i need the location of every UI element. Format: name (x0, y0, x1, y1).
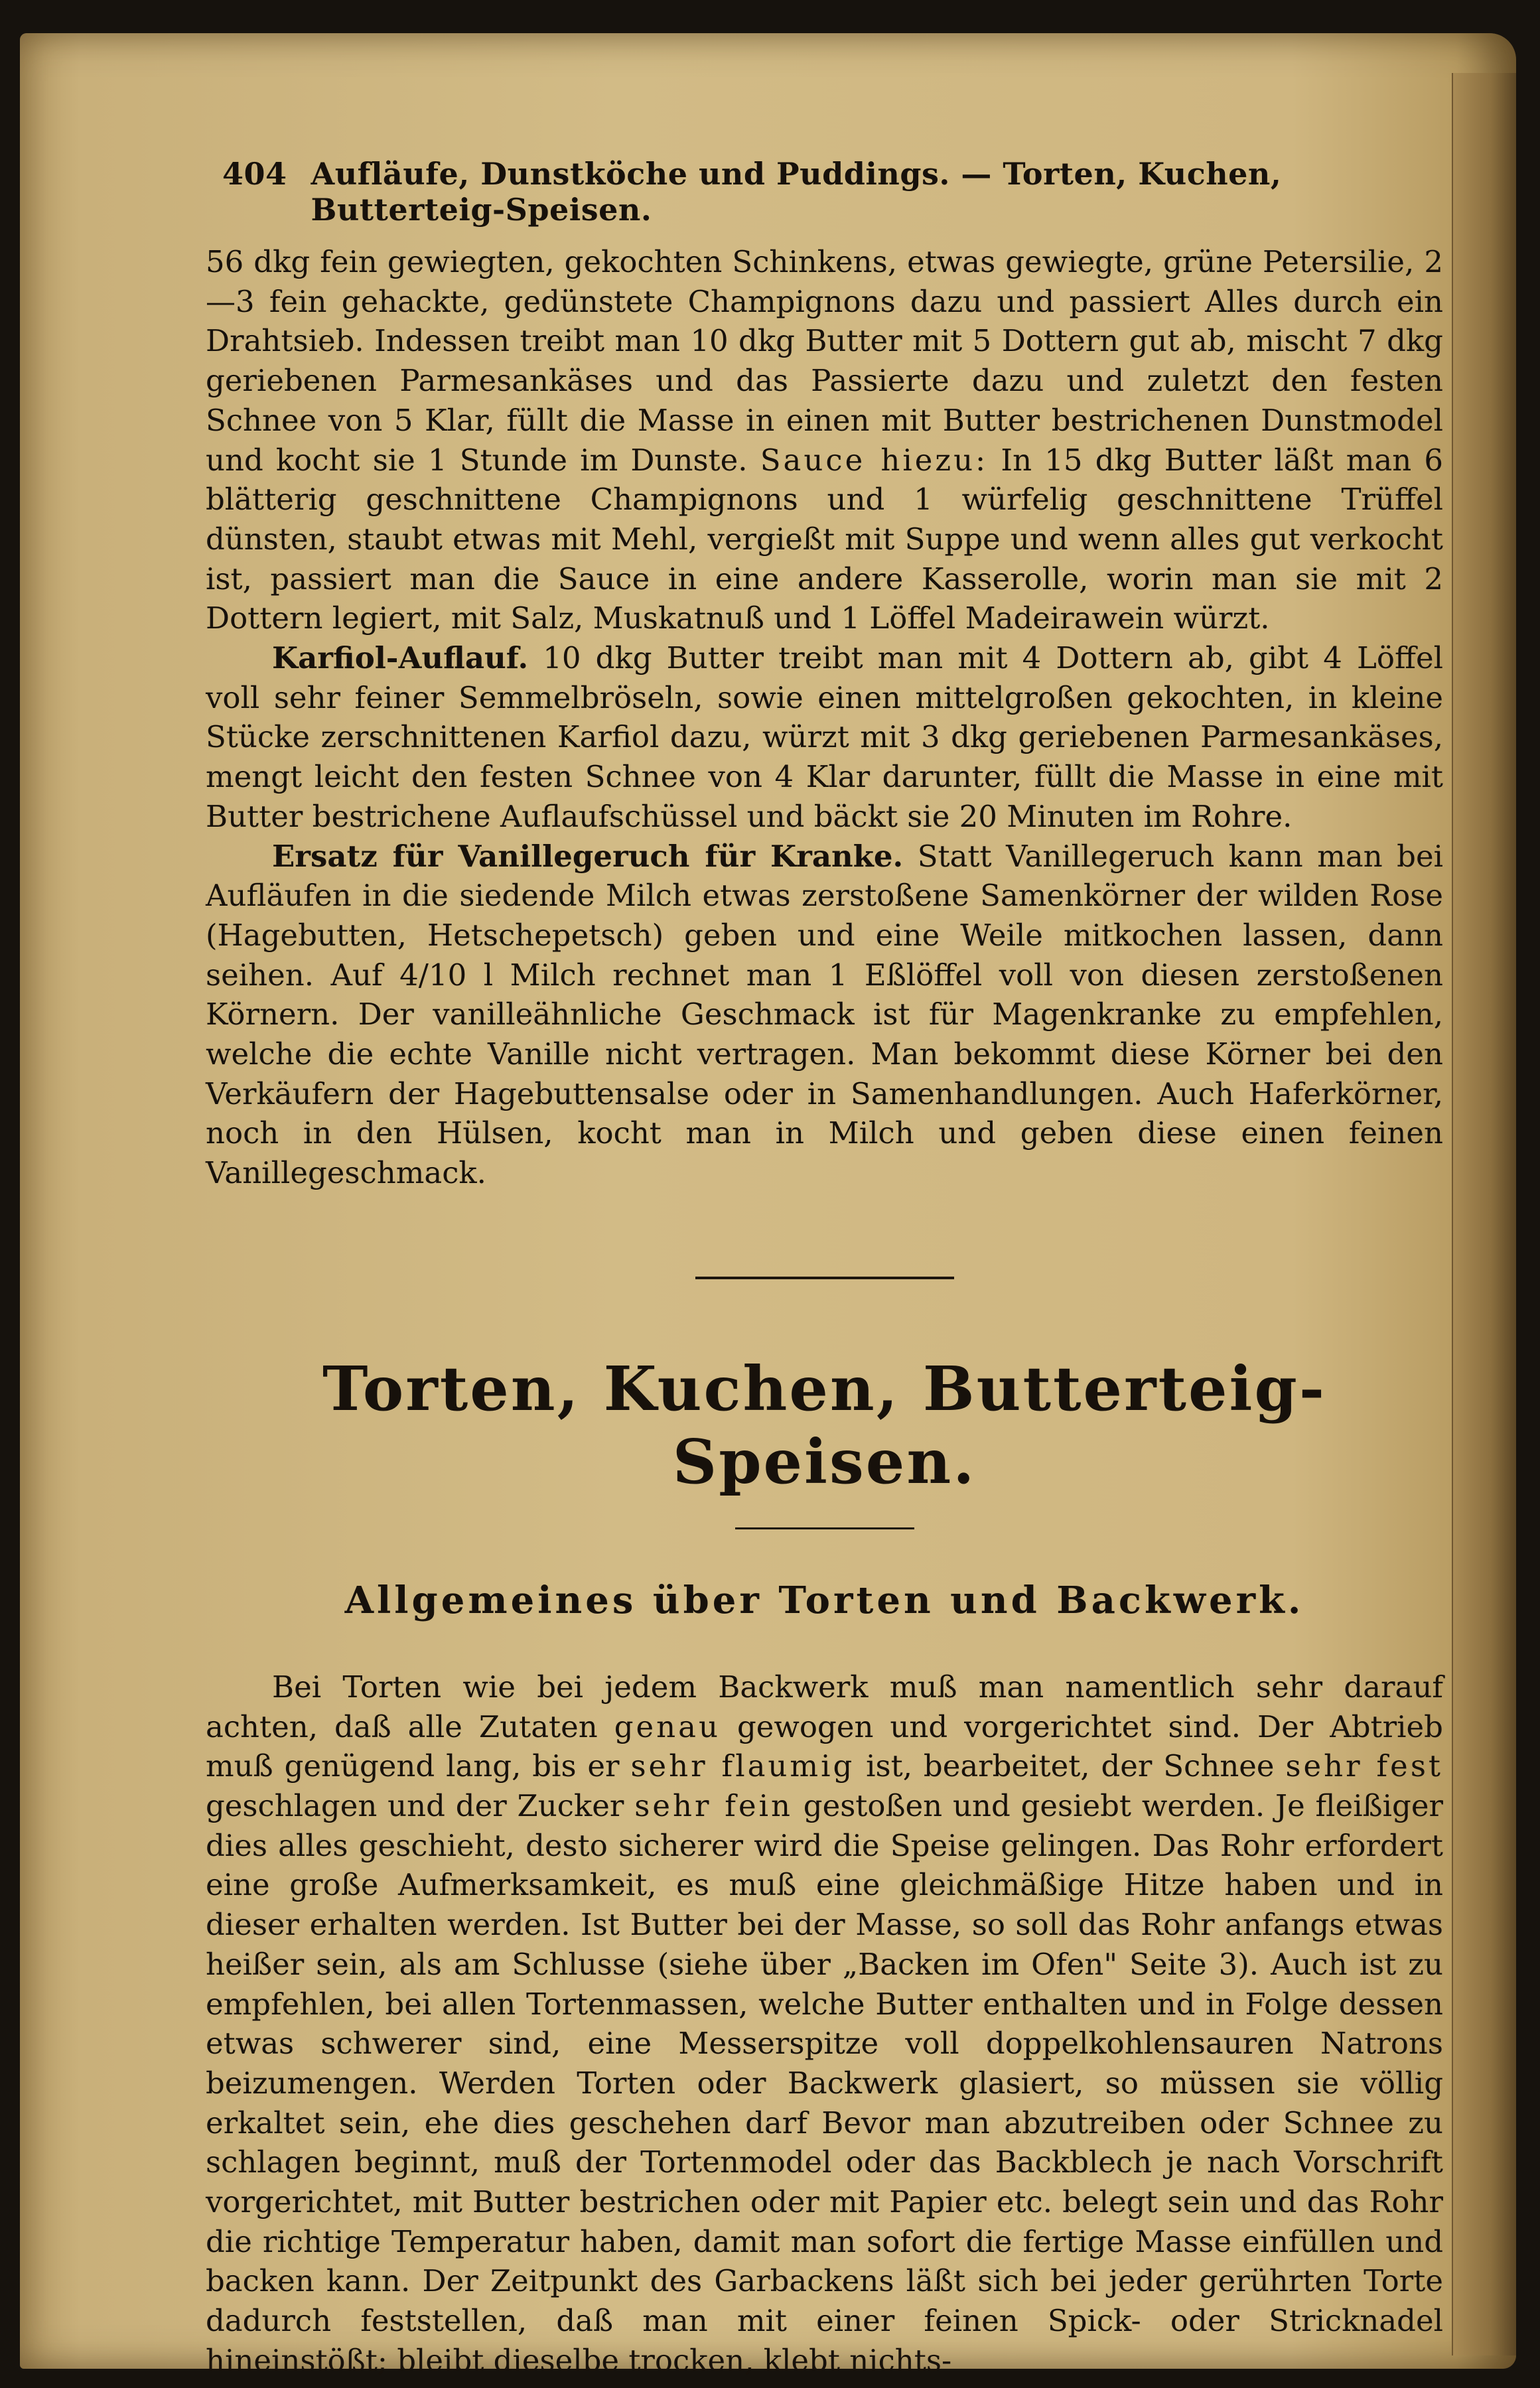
divider-rule (695, 1277, 954, 1279)
paragraph-vanilla-substitute (206, 837, 1443, 1193)
recipe-text: 56 dkg fein gewiegten, gekochten Schinkens, etwas gewiegte, grüne Petersilie, 2—3 fein gehackte, gedünstete Champignons dazu und passiert Alles durch ein Drahtsieb. Indessen treibt man 10 dkg Butter mit 5 Dottern gut ab, mischt 7 dkg geriebenen Parmesankäses und das Passierte dazu und zuletzt den festen Schnee von 5 Klar, füllt die Masse in einen mit Butter bestrichenen Dunstmodel und kocht sie 1 Stunde im Dunste. (206, 244, 1443, 478)
page-edge-shadow (1452, 73, 1516, 2355)
running-head (222, 156, 1443, 228)
recipe-heading: Karfiol-Auflauf. (272, 640, 529, 676)
recipe-heading: Ersatz für Vanillegeruch für Kranke. (272, 838, 904, 874)
emphasis-text: genau (614, 1709, 721, 1744)
paragraph-recipe-continuation (206, 242, 1443, 638)
page-content (206, 156, 1443, 2381)
divider-rule (735, 1527, 914, 1529)
recipe-text: Statt Vanillegeruch kann man bei Aufläufen in die siedende Milch etwas zerstoßene Samenkörner der wilden Rose (Hagebutten, Hetschepetsch) geben und eine Weile mitkochen lassen, dann seihen. Auf 4/10 l Milch rechnet man 1 Eßlöffel voll von diesen zerstoßenen Körnern. Der vanilleähnliche Geschmack ist für Magenkranke zu empfehlen, welche die echte Vanille nicht vertragen. Man bekommt diese Körner bei den Verkäufern der Hagebuttensalse oder in Samenhandlungen. Auch Haferkörner, noch in den Hülsen, kocht man in Milch und geben diese einen feinen Vanillegeschmack. (206, 838, 1444, 1191)
recipe-text: 10 dkg Butter treibt man mit 4 Dottern ab, gibt 4 Löffel voll sehr feiner Semmelbröseln, sowie einen mittelgroßen gekochten, in kleine Stücke zerschnittenen Karfiol dazu, würzt mit 3 dkg geriebenen Parmesankäses, mengt leicht den festen Schnee von 4 Klar darunter, füllt die Masse in eine mit Butter bestrichene Auflaufschüssel und bäckt sie 20 Minuten im Rohre. (206, 640, 1443, 834)
section-title: Torten, Kuchen, Butterteig-Speisen. (322, 1352, 1327, 1498)
body-text: Bei Torten wie bei jedem Backwerk muß man namentlich sehr darauf achten, daß alle Zutaten (206, 1669, 1443, 1744)
paragraph-karfiol-auflauf (206, 638, 1443, 837)
running-head-title: Aufläufe, Dunstköche und Puddings. — Torten, Kuchen, Butterteig-Speisen. (311, 156, 1282, 228)
body-text: gewogen und vorgerichtet sind. Der Abtrieb muß genügend lang, bis er (206, 1709, 1443, 1784)
emphasis-text: sehr fein (634, 1788, 793, 1823)
emphasis-text: sehr flaumig (630, 1748, 855, 1784)
body-text: ist, bearbeitet, der Schnee (866, 1748, 1275, 1784)
body-text: gestoßen und gesiebt werden. Je fleißiger dies alles geschieht, desto sicherer wird die Speise gelingen. Das Rohr erfordert eine große Aufmerksamkeit, es muß eine gleichmäßige Hitze haben und in dieser erhalten werden. Ist Butter bei der Masse, so soll das Rohr anfangs etwas heißer sein, als am Schlusse (siehe über „Backen im Ofen" Seite 3). Auch ist zu empfehlen, bei allen Tortenmassen, welche Butter enthalten und in Folge dessen etwas schwerer sind, eine Messerspitze voll doppelkohlensauren Natrons beizumengen. Werden Torten oder Backwerk glasiert, so müssen sie völlig erkaltet sein, ehe dies geschehen darf Bevor man abzutreiben oder Schnee zu schlagen beginnt, muß der Tortenmodel oder das Backblech je nach Vorschrift vorgerichtet, mit Butter bestrichen oder mit Papier etc. belegt sein und das Rohr die richtige Temperatur haben, damit man sofort die fertige Masse einfüllen und backen kann. Der Zeitpunkt des Garbackens läßt sich bei jeder gerührten Torte dadurch feststellen, daß man mit einer feinen Spick- oder Stricknadel hineinstößt; bleibt dieselbe trocken, klebt nichts- (206, 1788, 1443, 2378)
body-text: geschlagen und der Zucker (206, 1788, 624, 1823)
page-number: 404 (222, 156, 287, 192)
subsection-title: Allgemeines über Torten und Backwerk. (344, 1578, 1304, 1622)
emphasis-text: sehr fest (1285, 1748, 1443, 1784)
paragraph-general-baking (206, 1667, 1443, 2381)
sauce-text: In 15 dkg Butter läßt man 6 blätterig geschnittene Champignons und 1 würfelig geschnittene Trüffel dünsten, staubt etwas mit Mehl, vergießt mit Suppe und wenn alles gut verkocht ist, passiert man die Sauce in eine andere Kasserolle, worin man sie mit 2 Dottern legiert, mit Salz, Muskatnuß und 1 Löffel Madeirawein würzt. (206, 442, 1444, 636)
sauce-label: Sauce hiezu: (760, 442, 989, 478)
